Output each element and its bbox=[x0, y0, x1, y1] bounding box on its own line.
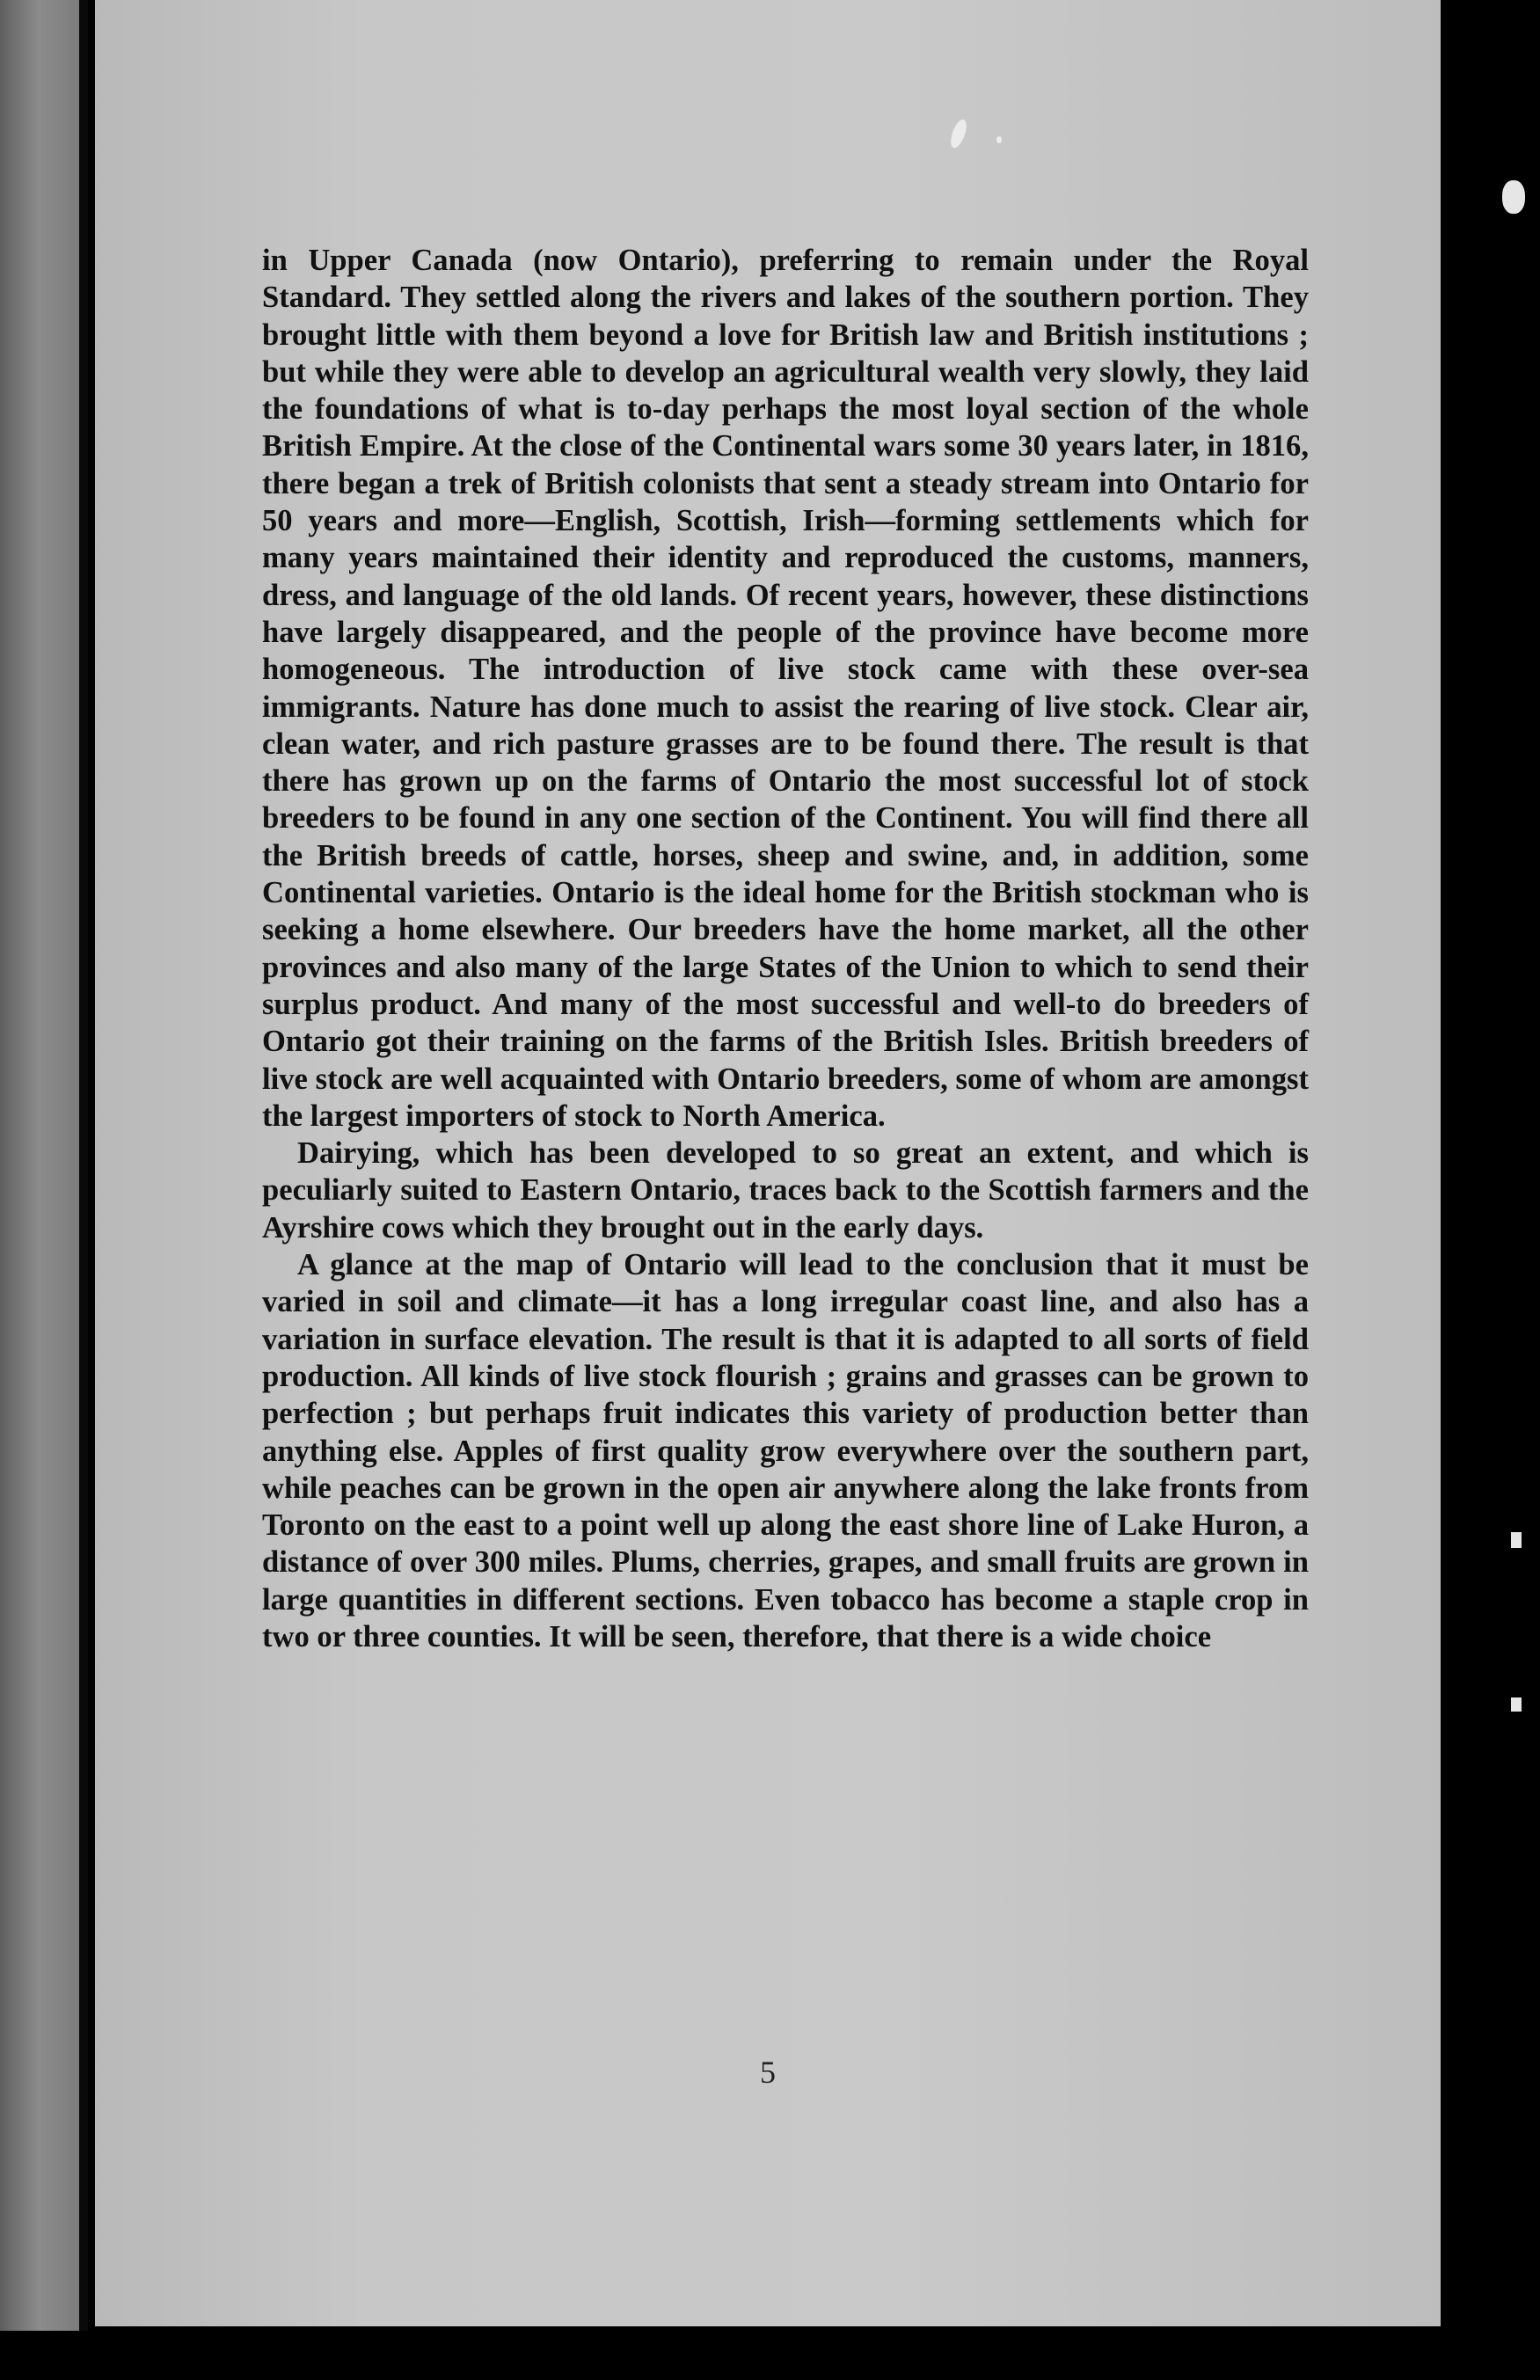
binding-shadow bbox=[79, 0, 88, 2331]
facing-page-edge bbox=[0, 0, 86, 2331]
paragraph-1: in Upper Canada (now Ontario), preferring to remain under the Royal Standard. They settled along the rivers and lakes of the southern portion. They brought little with them beyond a love for British law and British institutions ; but while they were able to develop an agricultural wealth very slowly, they laid the foundations of what is to-day perhaps the most loyal section of the whole British Empire. At the close of the Continental wars some 30 years later, in 1816, there began a trek of British colonists that sent a steady stream into Ontario for 50 years and more—English, Scottish, Irish—forming settlements which for many years maintained their identity and reproduced the customs, manners, dress, and language of the old lands. Of recent years, however, these distinctions have largely disappeared, and the people of the province have become more homogeneous. The introduction of live stock came with these over-sea immigrants. Nature has done much to assist the rearing of live stock. Clear air, clean water, and rich pasture grasses are to be found there. The result is that there has grown up on the farms of Ontario the most successful lot of stock breeders to be found in any one section of the Continent. You will find there all the British breeds of cattle, horses, sheep and swine, and, in addition, some Continental varieties. Ontario is the ideal home for the British stockman who is seeking a home elsewhere. Our breeders have the home market, all the other provinces and also many of the large States of the Union to which to send their surplus product. And many of the most successful and well-to do breeders of Ontario got their training on the farms of the British Isles. British breeders of live stock are well acquainted with Ontario breeders, some of whom are amongst the largest importers of stock to North America. bbox=[262, 244, 1309, 1133]
paragraph-3: A glance at the map of Ontario will lead to the conclusion that it must be varied in soil and climate—it has a long irregular coast line, and also has a variation in surface elevation. The result is that it is adapted to all sorts of field production. All kinds of live stock flourish ; grains and grasses can be grown to perfection ; but perhaps fruit indicates this variety of production better than anything else. Apples of first quality grow everywhere over the southern part, while peaches can be grown in the open air anywhere along the lake fronts from Toronto on the east to a point well up along the east shore line of Lake Huron, a distance of over 300 miles. Plums, cherries, grapes, and small fruits are grown in large quantities in different sections. Even tobacco has become a staple crop in two or three counties. It will be seen, therefore, that there is a wide choice bbox=[262, 1248, 1309, 1654]
body-text bbox=[262, 242, 1309, 1655]
scan-speck bbox=[996, 136, 1002, 143]
edge-mark bbox=[1511, 1532, 1522, 1548]
page-number: 5 bbox=[760, 2055, 776, 2090]
edge-mark bbox=[1511, 1697, 1522, 1712]
paragraph-2: Dairying, which has been developed to so great an extent, and which is peculiarly suited to Eastern Ontario, traces back to the Scottish farmers and the Ayrshire cows which they brought out in the early days. bbox=[262, 1136, 1309, 1245]
edge-mark bbox=[1502, 180, 1525, 214]
scan-speck bbox=[948, 118, 970, 150]
document-page bbox=[95, 0, 1441, 2326]
